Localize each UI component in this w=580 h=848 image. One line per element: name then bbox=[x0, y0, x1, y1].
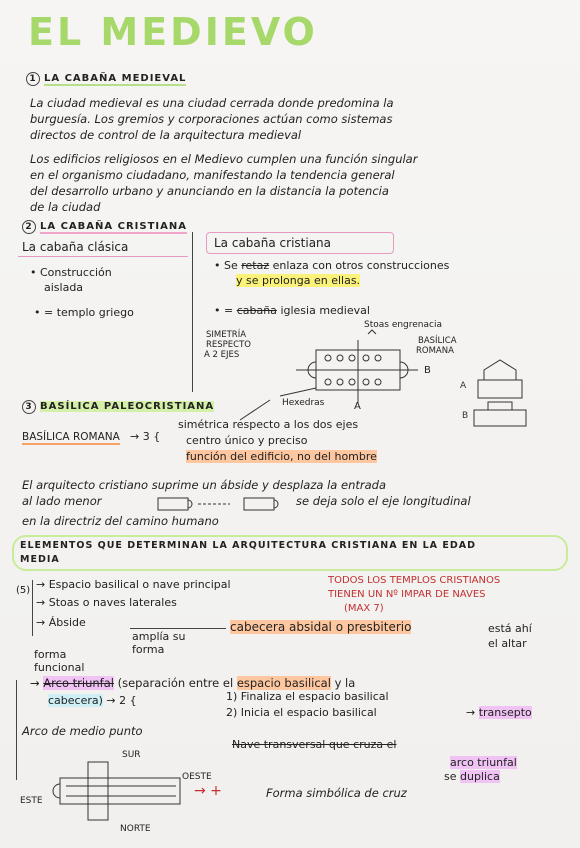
s1-p2-l3: del desarrollo urbano y anunciando en la distancia la potencia bbox=[30, 184, 389, 198]
diagram-hexedras-label: Hexedras bbox=[282, 398, 325, 408]
arco-triunfal-line: → Arco triunfal (separación entre el espacio basilical y la bbox=[30, 676, 356, 690]
column-divider bbox=[192, 232, 193, 392]
right-col-head: La cabaña cristiana bbox=[214, 236, 332, 250]
svg-text:A: A bbox=[460, 381, 467, 391]
section2-header: 2 LA CABAÑA CRISTIANA bbox=[22, 220, 187, 234]
left-item2: • = templo griego bbox=[34, 306, 134, 319]
five-label: (5) bbox=[16, 585, 31, 596]
esta-1: está ahí bbox=[488, 622, 532, 635]
amplia-arrow bbox=[130, 628, 226, 629]
diagram-b-label: B bbox=[424, 365, 431, 376]
cross-plan-drawing bbox=[40, 756, 220, 836]
s1-p2-l2: en el organismo ciudadano, manifestando la tendencia general bbox=[30, 168, 395, 182]
diagram-simetria-3: A 2 EJES bbox=[204, 350, 240, 360]
arco-medio-punto: Arco de medio punto bbox=[22, 724, 143, 738]
sur-label: SUR bbox=[122, 750, 141, 760]
section4-header-l2: MEDIA bbox=[20, 554, 60, 565]
elem-3: → Ábside bbox=[36, 616, 86, 629]
s1-p1-l2: burguesía. Los gremios y corporaciones actúan como sistemas bbox=[30, 112, 393, 126]
left-col-underline bbox=[18, 256, 188, 257]
section4-header-l1: ELEMENTOS QUE DETERMINAN LA ARQUITECTURA CRISTIANA EN LA EDAD bbox=[20, 540, 476, 551]
svg-text:B: B bbox=[462, 411, 469, 421]
sym-2: centro único y preciso bbox=[186, 434, 308, 447]
red-note-2: TIENEN UN Nº IMPAR DE NAVES bbox=[328, 589, 486, 600]
right-item1: • Se retaz enlaza con otros construcciones bbox=[214, 259, 450, 272]
esta-2: el altar bbox=[488, 637, 527, 650]
diagram-stoas-label: Stoas engrenacia bbox=[364, 320, 442, 330]
red-note-3: (MAX 7) bbox=[344, 603, 384, 614]
basilica-romana-label: BASÍLICA ROMANA bbox=[22, 431, 120, 443]
s3-p3: en la directriz del camino humano bbox=[22, 514, 219, 528]
cruz-label: Forma simbólica de cruz bbox=[266, 786, 407, 800]
diagram-basilica-1: BASÍLICA bbox=[418, 336, 457, 346]
diagram-a-label: A bbox=[354, 401, 361, 412]
s1-p2-l1: Los edificios religiosos en el Medievo cumplen una función singular bbox=[30, 152, 418, 166]
diagram-basilica-2: ROMANA bbox=[416, 346, 454, 356]
func-1: 1) Finaliza el espacio basilical bbox=[226, 690, 389, 703]
forma-1: forma bbox=[34, 648, 67, 661]
amplia-2: forma bbox=[132, 643, 165, 656]
page-title: EL MEDIEVO bbox=[28, 10, 318, 54]
left-item1b: aislada bbox=[44, 281, 84, 294]
diagram-simetria-2: RESPECTO bbox=[206, 340, 251, 350]
amplia-1: amplía su bbox=[132, 630, 186, 643]
func-2: 2) Inicia el espacio basilical bbox=[226, 706, 377, 719]
cabecera-line: cabecera) → 2 { bbox=[48, 694, 137, 707]
s3-p2a: al lado menor bbox=[22, 494, 102, 508]
s4-bracket bbox=[32, 580, 33, 636]
section1-header: 1 LA CABAÑA MEDIEVAL bbox=[26, 72, 186, 86]
este-label: ESTE bbox=[20, 796, 43, 806]
s1-p1-l1: La ciudad medieval es una ciudad cerrada donde predomina la bbox=[30, 96, 394, 110]
arrow-3: → 3 { bbox=[130, 430, 161, 443]
elem-2: → Stoas o naves laterales bbox=[36, 596, 177, 609]
right-item2: • = cabaña iglesia medieval bbox=[214, 304, 370, 317]
oeste-label: OESTE bbox=[182, 772, 212, 782]
sym-3: función del edificio, no del hombre bbox=[186, 450, 377, 463]
right-item1-cont: y se prolonga en ellas. bbox=[236, 274, 361, 287]
s1-p2-l4: de la ciudad bbox=[30, 200, 101, 214]
red-note-1: TODOS LOS TEMPLOS CRISTIANOS bbox=[328, 575, 501, 586]
cross-arrow: → + bbox=[194, 783, 222, 799]
transepto-label: → transepto bbox=[466, 706, 532, 719]
s3-p2b: se deja solo el eje longitudinal bbox=[296, 494, 471, 508]
s1-p1-l3: directos de control de la arquitectura medieval bbox=[30, 128, 302, 142]
section3-header: 3 BASÍLICA PALEOCRISTIANA bbox=[22, 400, 214, 414]
left-col-head: La cabaña clásica bbox=[22, 240, 129, 254]
s4-main-line bbox=[16, 680, 17, 780]
duplica: se duplica bbox=[444, 770, 500, 783]
forma-2: funcional bbox=[34, 661, 85, 674]
norte-label: NORTE bbox=[120, 824, 151, 834]
arco-triunfal-2: arco triunfal bbox=[450, 756, 517, 769]
cabecera-absidal: cabecera absidal o presbiterio bbox=[230, 620, 412, 634]
left-item1: • Construcción bbox=[30, 266, 112, 279]
elem-1: → Espacio basilical o nave principal bbox=[36, 578, 231, 591]
sym-1: simétrica respecto a los dos ejes bbox=[178, 418, 359, 431]
nave-transversal: Nave transversal que cruza el bbox=[232, 738, 397, 751]
s3-p1: El arquitecto cristiano suprime un ábside y desplaza la entrada bbox=[22, 478, 386, 492]
diagram-simetria-1: SIMETRÍA bbox=[206, 330, 247, 340]
